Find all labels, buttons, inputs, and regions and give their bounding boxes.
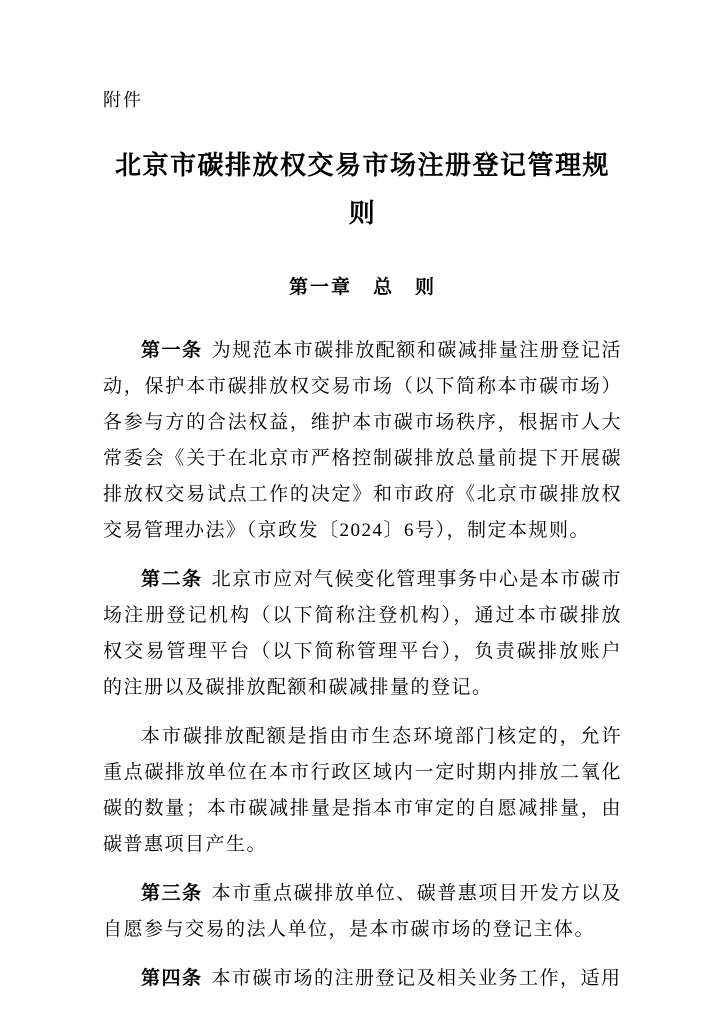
paragraph-text: 为规范本市碳排放配额和碳减排量注册登记活动，保护本市碳排放权交易市场（以下简称本市碳市场）各参与方的合法权益，维护本市碳市场秩序，根据市人大常委会《关于在北京市严格控制碳排放总量前提下开展碳排放权交易试点工作的决定》和市政府《北京市碳排放权交易管理办法》（京政发〔2024〕6号），制定本规则。 [103, 340, 622, 541]
paragraph-text: 本市碳市场的注册登记及相关业务工作，适用 [211, 968, 622, 989]
document-title: 北京市碳排放权交易市场注册登记管理规则 [114, 151, 610, 228]
paragraph-article-2 [103, 562, 622, 706]
article-number: 第四条 [141, 968, 203, 989]
attachment-label: 附件 [103, 90, 143, 110]
paragraph-article-1 [103, 333, 622, 549]
paragraph-article-3 [103, 876, 622, 948]
paragraph-text: 本市碳排放配额是指由市生态环境部门核定的，允许重点碳排放单位在本市行政区域内一定时期内排放二氧化碳的数量；本市碳减排量是指本市审定的自愿减排量，由碳普惠项目产生。 [103, 726, 622, 855]
paragraph-article-4 [103, 961, 622, 997]
article-number: 第三条 [141, 883, 203, 904]
article-number: 第一条 [141, 340, 203, 361]
article-number: 第二条 [141, 569, 203, 590]
paragraph-text: 本市重点碳排放单位、碳普惠项目开发方以及自愿参与交易的法人单位，是本市碳市场的登记主体。 [103, 883, 622, 940]
chapter-heading: 第一章 总 则 [288, 277, 436, 298]
paragraph-article-2-continued [103, 719, 622, 863]
paragraph-text: 北京市应对气候变化管理事务中心是本市碳市场注册登记机构（以下简称注登机构），通过本市碳排放权交易管理平台（以下简称管理平台），负责碳排放账户的注册以及碳排放配额和碳减排量的登记。 [103, 569, 622, 698]
